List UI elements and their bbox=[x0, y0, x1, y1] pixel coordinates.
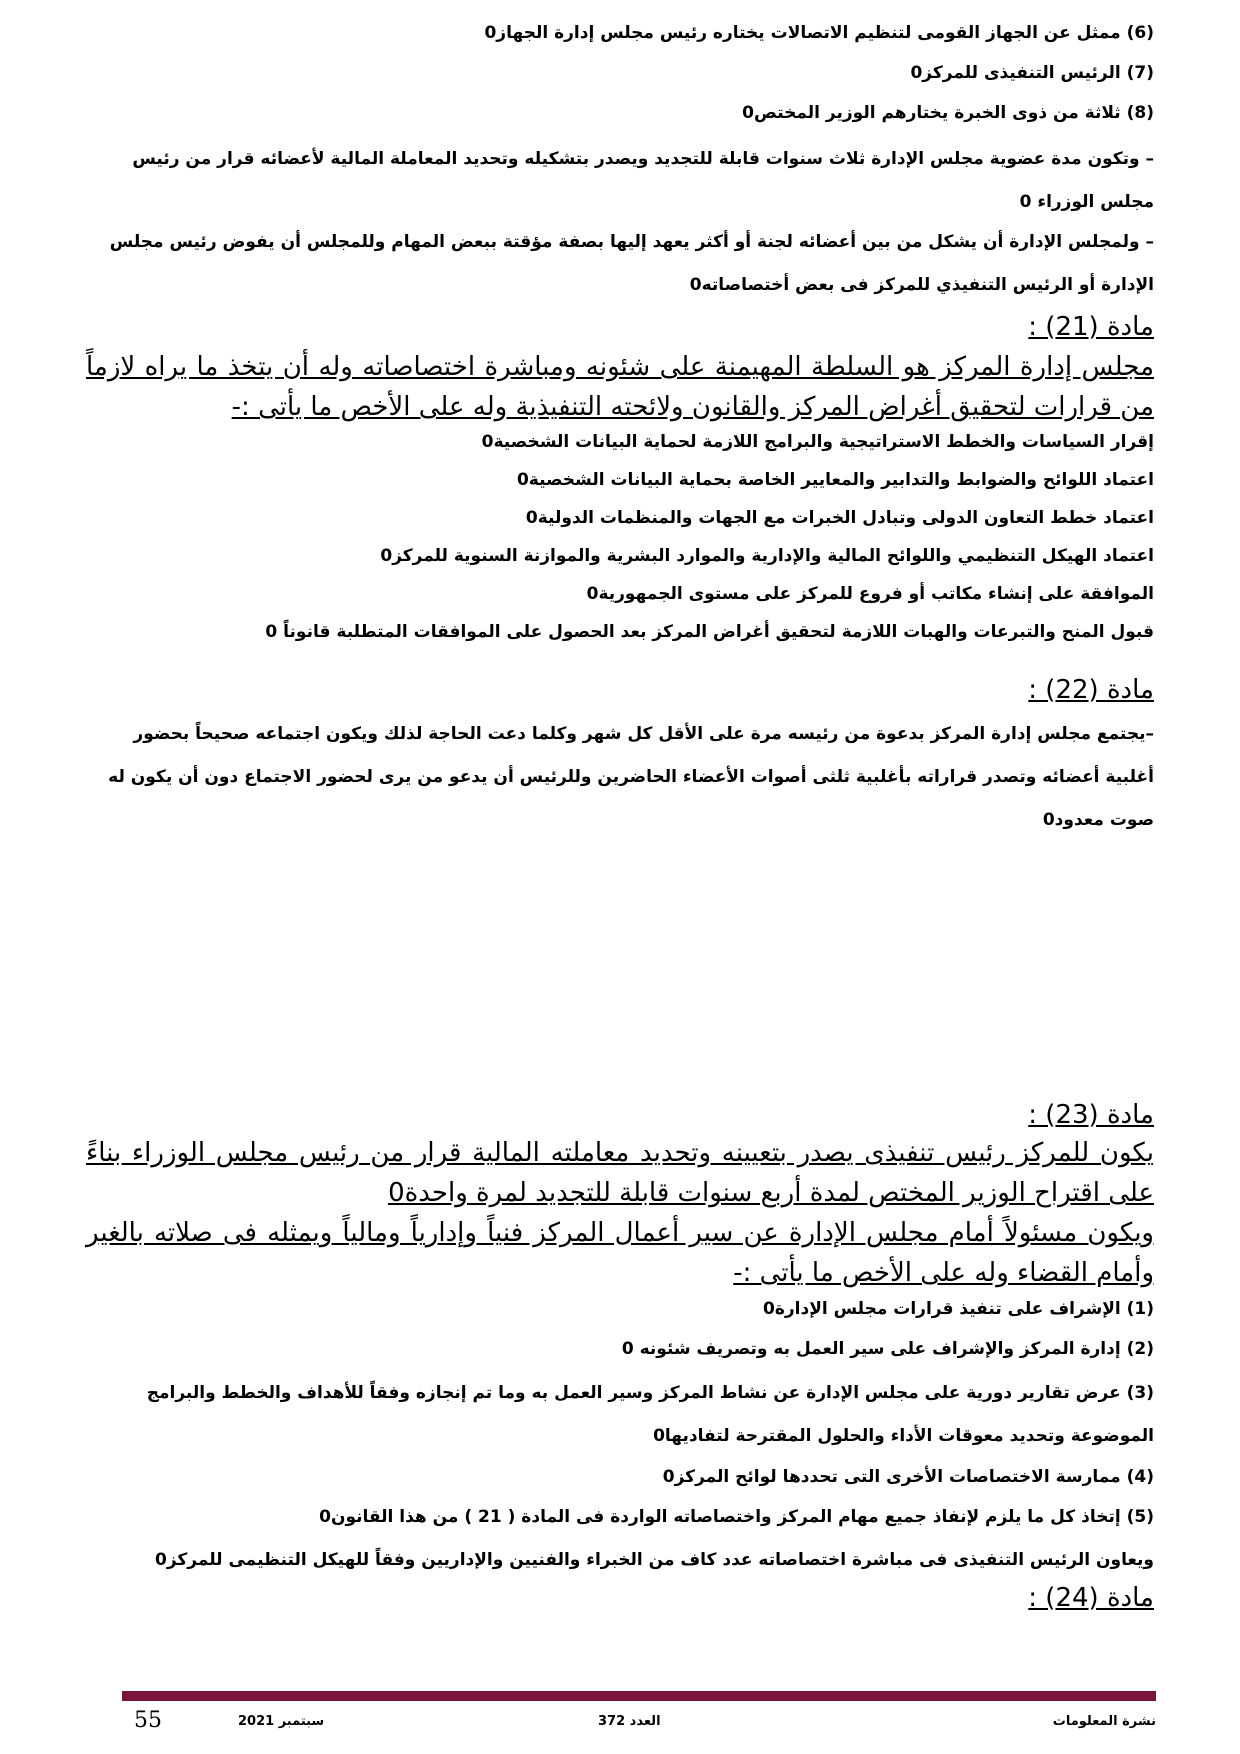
article-21-heading: مادة (21) : bbox=[1028, 312, 1154, 342]
article-23-intro-1: يكون للمركز رئيس تنفيذى يصدر بتعيينه وتحديد معاملته المالية قرار من رئيس مجلس الوزراء بناءً على اقتراح الوزير المختص لمدة أربع سنوات قابلة للتجديد لمرة واحدة0 bbox=[86, 1138, 1154, 1208]
list-item: اعتماد اللوائح والضوابط والتدابير والمعايير الخاصة بحماية البيانات الشخصية0 bbox=[516, 470, 1154, 490]
members-list bbox=[86, 16, 1154, 130]
footer-rule bbox=[122, 1691, 1156, 1701]
list-item: (1) الإشراف على تنفيذ قرارات مجلس الإدارة0 bbox=[762, 1299, 1154, 1319]
article-21-list bbox=[86, 425, 1154, 649]
list-item: (4) ممارسة الاختصاصات الأخرى التى تحددها لوائح المركز0 bbox=[662, 1467, 1154, 1487]
list-item: اعتماد الهيكل التنظيمي واللوائح المالية والإدارية والموارد البشرية والموازنة السنوية للمركز0 bbox=[380, 546, 1154, 566]
article-23-heading: مادة (23) : bbox=[1028, 1100, 1154, 1130]
article-22-heading: مادة (22) : bbox=[1028, 675, 1154, 705]
article-21-intro: مجلس إدارة المركز هو السلطة المهيمنة على شئونه ومباشرة اختصاصاته وله أن يتخذ ما يراه لازماً من قرارات لتحقيق أغراض المركز والقانون ولائحته التنفيذية وله على الأخص ما يأتى :- bbox=[86, 352, 1154, 422]
article-23-closing: ويعاون الرئيس التنفيذى فى مباشرة اختصاصاته عدد كاف من الخبراء والفنيين والإداريين وفقاً للهيكل التنظيمى للمركز0 bbox=[154, 1550, 1154, 1570]
list-item: (2) إدارة المركز والإشراف على سير العمل به وتصريف شئونه 0 bbox=[621, 1339, 1154, 1359]
page-footer bbox=[122, 1708, 1156, 1738]
list-item: الموافقة على إنشاء مكاتب أو فروع للمركز على مستوى الجمهورية0 bbox=[586, 584, 1154, 604]
footer-date: سبتمبر 2021 bbox=[238, 1714, 325, 1729]
article-23-intro-2: ويكون مسئولاً أمام مجلس الإدارة عن سير أعمال المركز فنياً وإدارياً ومالياً ويمثله فى صلاته بالغير وأمام القضاء وله على الأخص ما يأتى :- bbox=[86, 1218, 1154, 1288]
page-number: 55 bbox=[134, 1708, 162, 1733]
footer-publication: نشرة المعلومات bbox=[1052, 1714, 1156, 1729]
list-item: (3) عرض تقارير دورية على مجلس الإدارة عن نشاط المركز وسير العمل به وما تم إنجازه وفقاً للأهداف والخطط والبرامج الموضوعة وتحديد معوقات الأداء والحلول المقترحة لتفاديها0 bbox=[146, 1383, 1154, 1446]
article-22-text: –يجتمع مجلس إدارة المركز بدعوة من رئيسه مرة على الأقل كل شهر وكلما دعت الحاجة لذلك ويكون اجتماعه صحيحاً بحضور أغلبية أعضائه وتصدر قراراته بأغلبية ثلثى أصوات الأعضاء الحاضرين وللرئيس أن يدعو من يرى لحضور الاجتماع دون أن يكون له صوت معدود0 bbox=[108, 724, 1154, 830]
list-item: (6) ممثل عن الجهاز القومى لتنظيم الاتصالات يختاره رئيس مجلس إدارة الجهاز0 bbox=[484, 23, 1154, 43]
list-item: إقرار السياسات والخطط الاستراتيجية والبرامج اللازمة لحماية البيانات الشخصية0 bbox=[481, 432, 1154, 452]
article-23-list bbox=[86, 1292, 1154, 1534]
article-24-heading: مادة (24) : bbox=[1028, 1583, 1154, 1613]
list-item: (5) إتخاذ كل ما يلزم لإنفاذ جميع مهام المركز واختصاصاته الواردة فى المادة ( 21 ) من هذا القانون0 bbox=[319, 1507, 1154, 1527]
list-item: قبول المنح والتبرعات والهبات اللازمة لتحقيق أغراض المركز بعد الحصول على الموافقات المتطلبة قانوناً 0 bbox=[265, 622, 1154, 642]
list-item: (8) ثلاثة من ذوى الخبرة يختارهم الوزير المختص0 bbox=[742, 103, 1154, 123]
list-item: (7) الرئيس التنفيذى للمركز0 bbox=[910, 63, 1154, 83]
paragraph-committees: – ولمجلس الإدارة أن يشكل من بين أعضائه لجنة أو أكثر يعهد إليها بصفة مؤقتة ببعض المهام وللمجلس أن يفوض رئيس مجلس الإدارة أو الرئيس التنفيذي للمركز فى بعض أختصاصاته0 bbox=[109, 232, 1154, 295]
paragraph-board-term: – وتكون مدة عضوية مجلس الإدارة ثلاث سنوات قابلة للتجديد ويصدر بتشكيله وتحديد المعاملة المالية لأعضائه قرار من رئيس مجلس الوزراء 0 bbox=[132, 149, 1154, 212]
footer-issue: العدد 372 bbox=[598, 1714, 661, 1729]
list-item: اعتماد خطط التعاون الدولى وتبادل الخبرات مع الجهات والمنظمات الدولية0 bbox=[525, 508, 1154, 528]
